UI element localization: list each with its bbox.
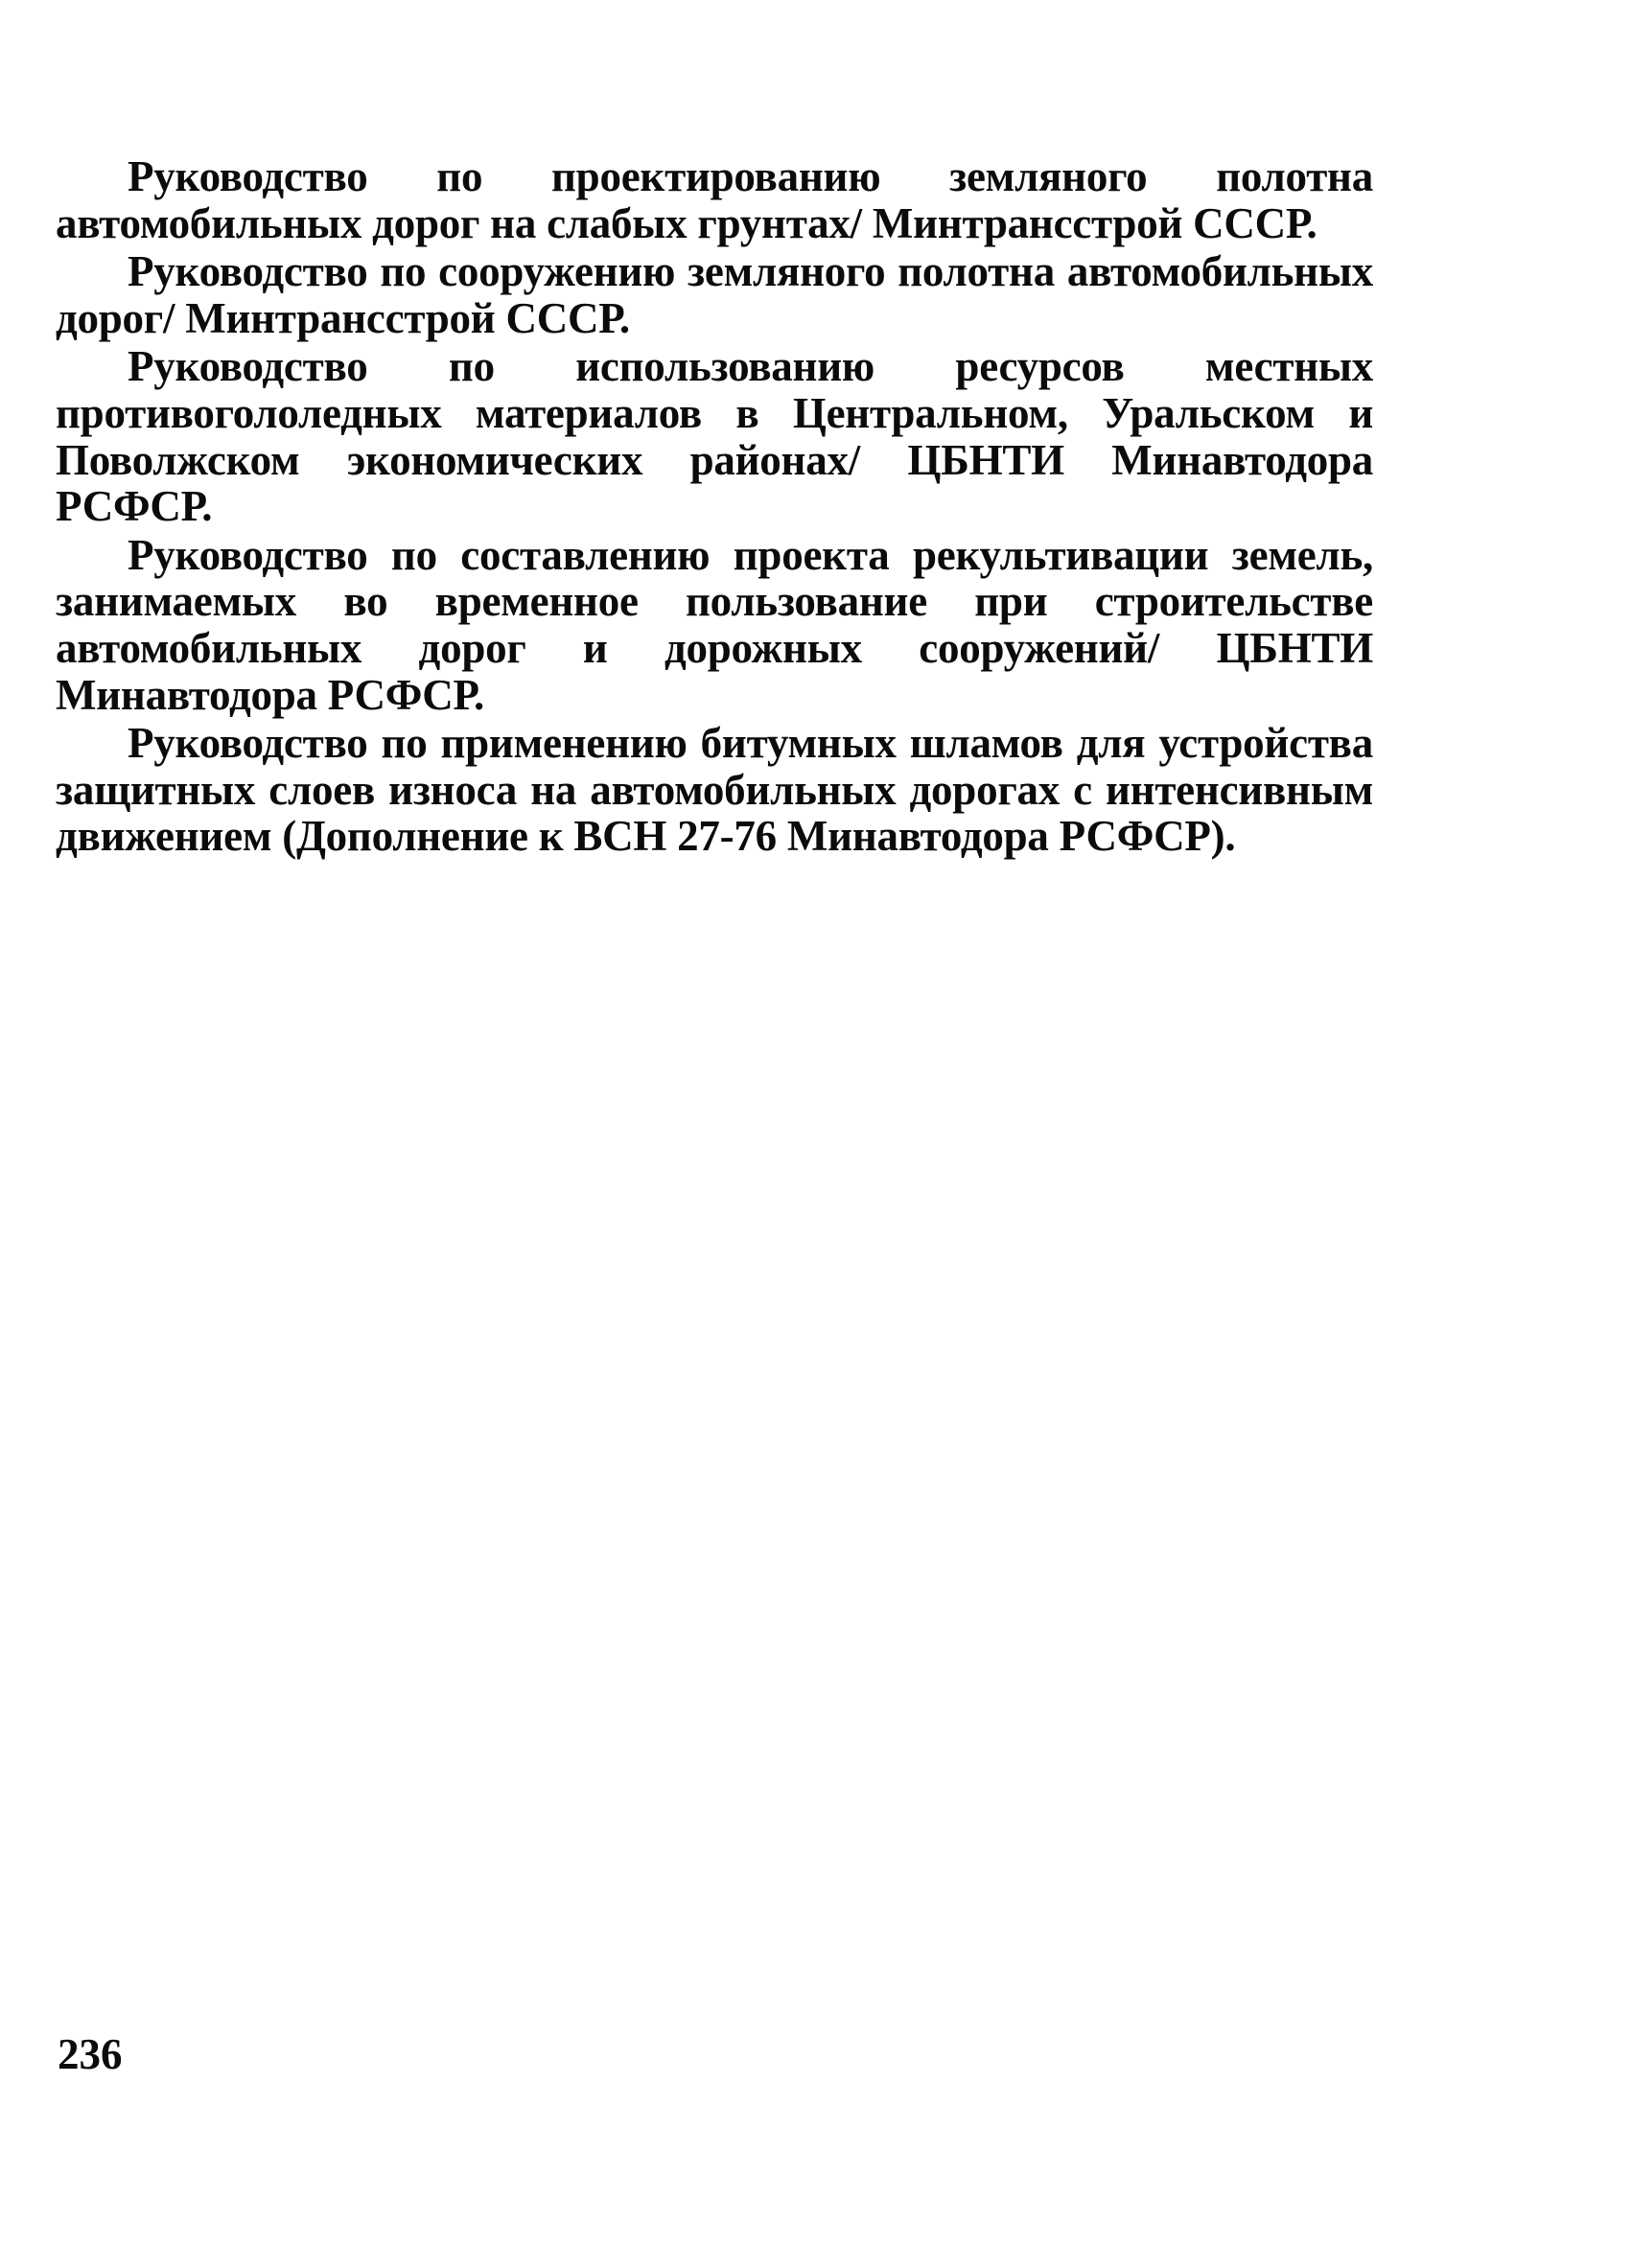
reference-entry: Руководство по составлению проекта рекультивации земель, занимаемых во временное пользование при строительстве автомобильных дорог и дорожных сооружений/ ЦБНТИ Минавтодора РСФСР. (56, 530, 1373, 719)
reference-entry: Руководство по проектированию земляного полотна автомобильных дорог на слабых грунтах/ Минтрансстрой СССР. (56, 152, 1373, 247)
reference-entry: Руководство по применению битумных шламов для устройства защитных слоев износа на автомобильных дорогах с интенсивным движением (Дополнение к ВСН 27-76 Минавтодора РСФСР). (56, 719, 1373, 861)
reference-entry: Руководство по использованию ресурсов местных противогололедных материалов в Центральном, Уральском и Поволжском экономических районах/ ЦБНТИ Минавтодора РСФСР. (56, 342, 1373, 531)
reference-list (56, 153, 1373, 862)
page-number: 236 (58, 2030, 123, 2078)
reference-entry: Руководство по сооружению земляного полотна автомобильных дорог/ Минтрансстрой СССР. (56, 247, 1373, 342)
